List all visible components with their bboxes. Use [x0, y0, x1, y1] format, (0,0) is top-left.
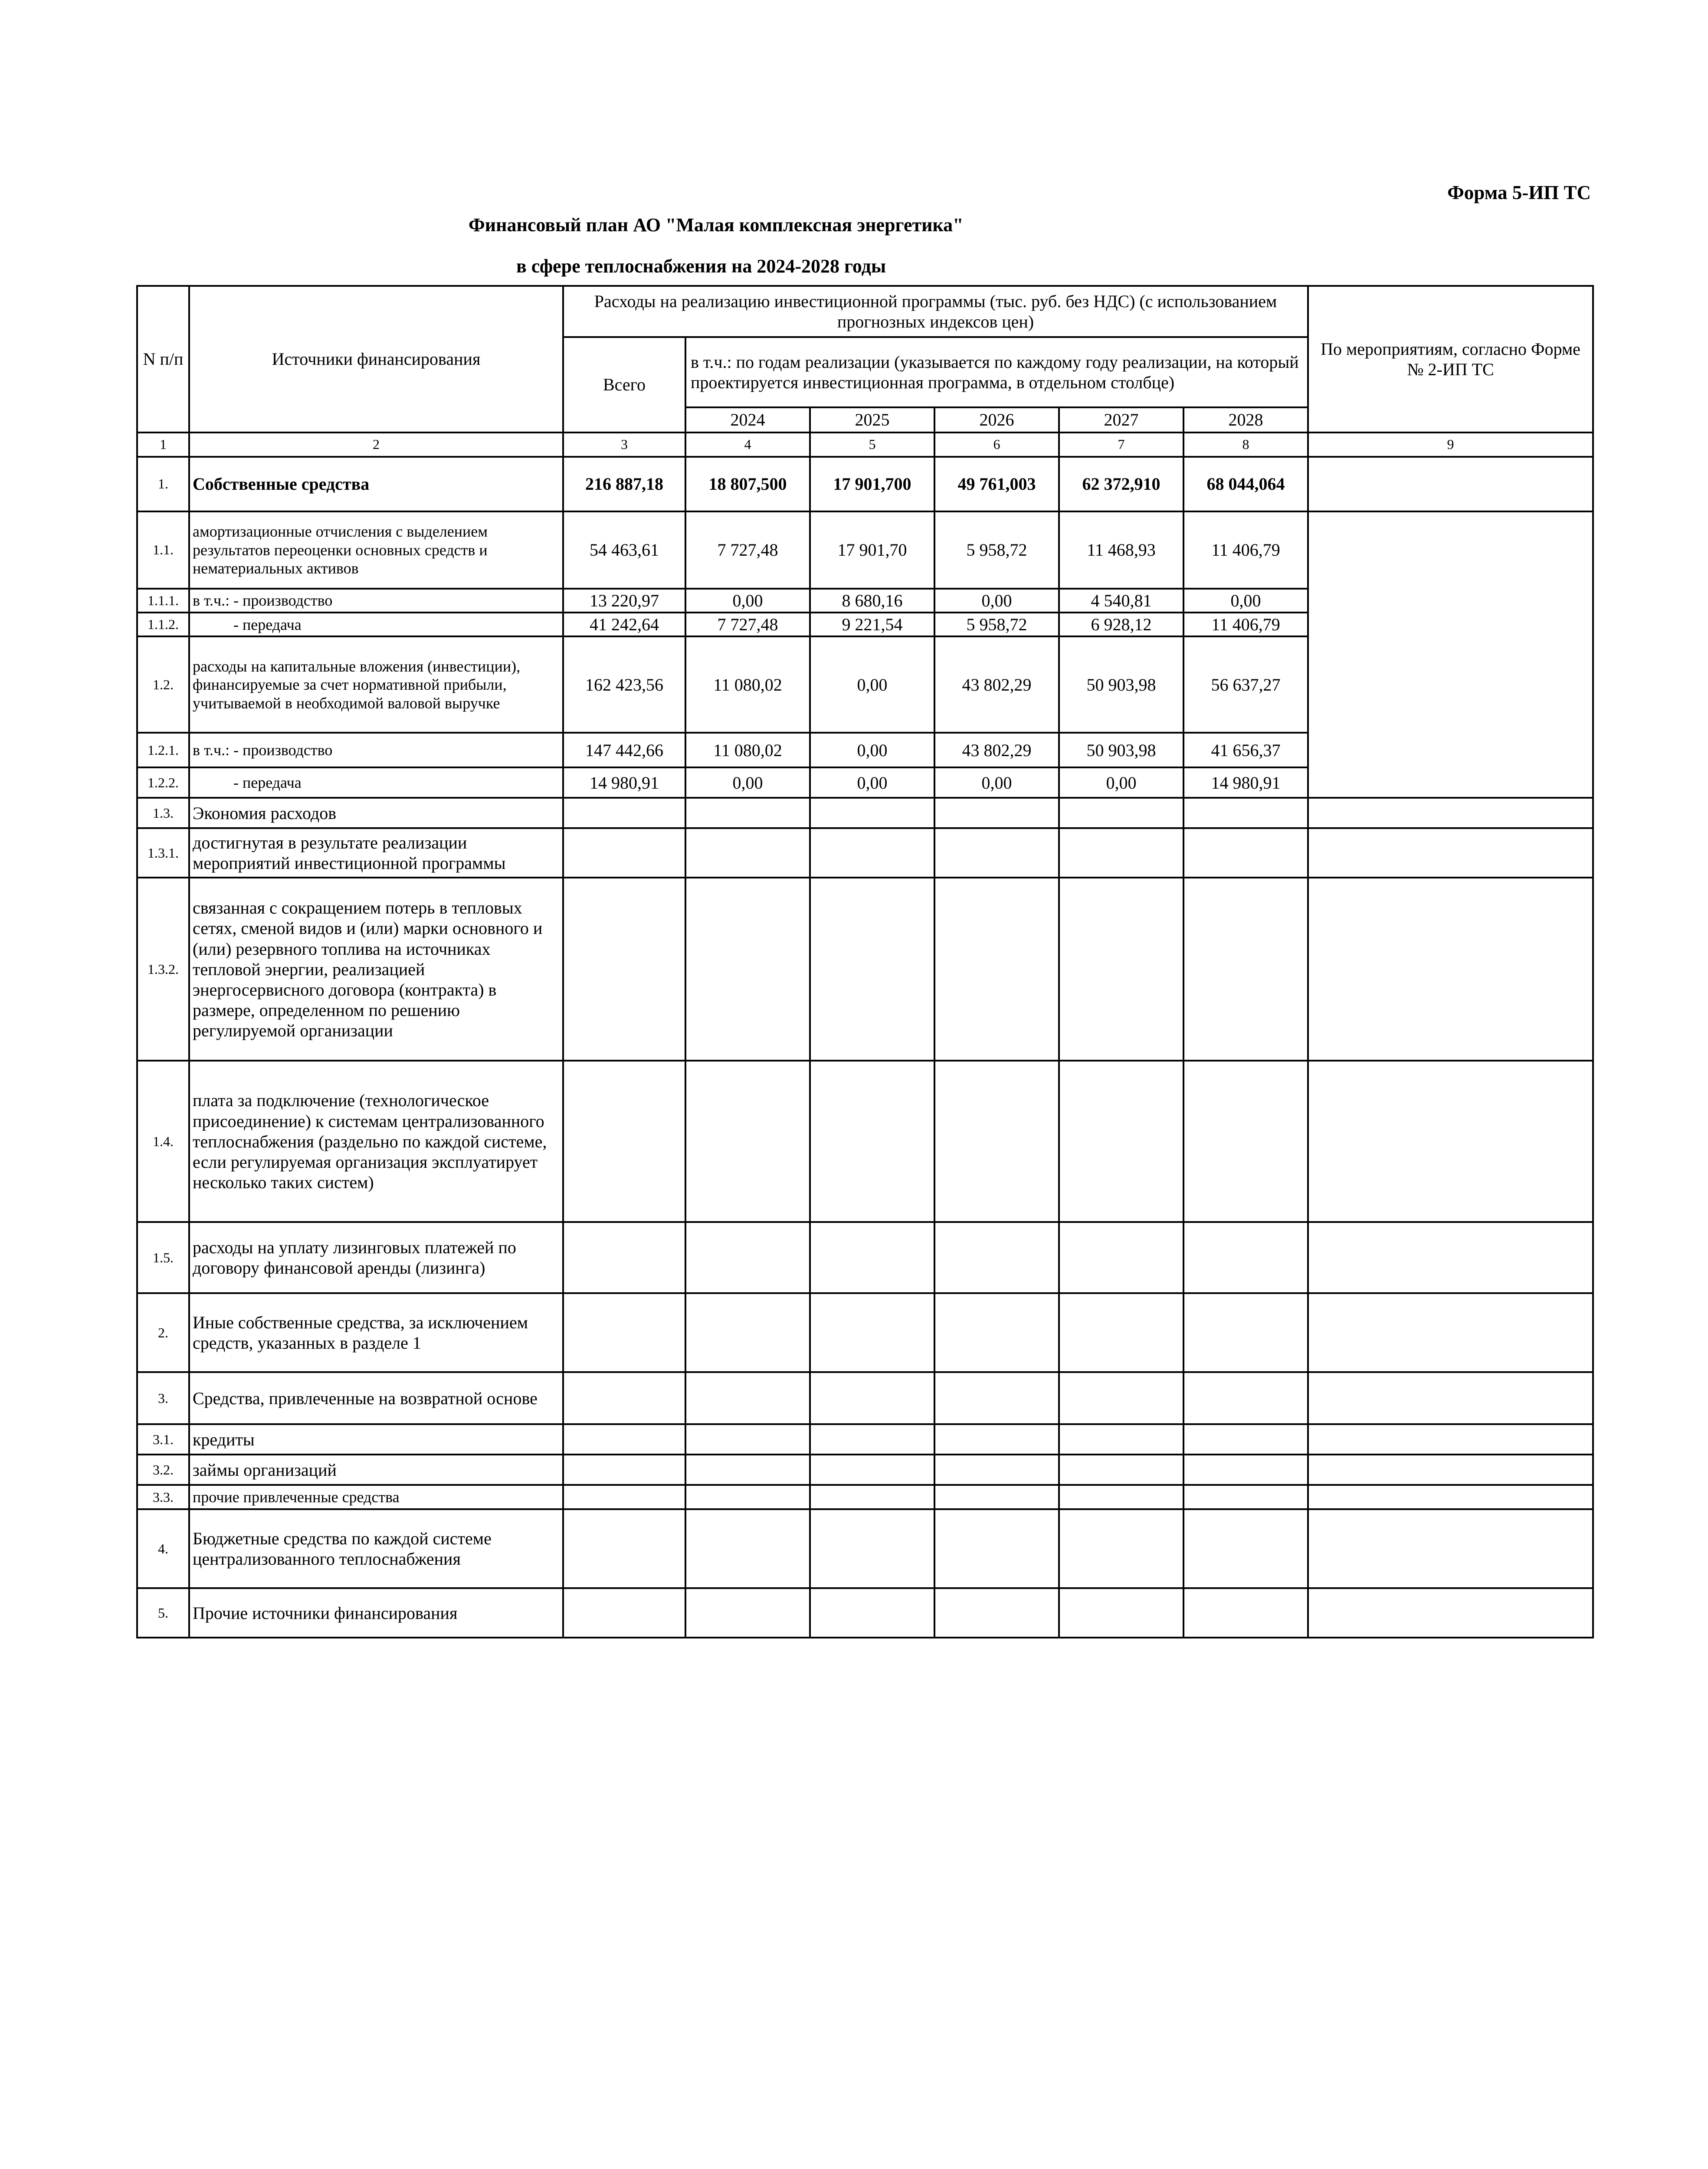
header-expenses: Расходы на реализацию инвестиционной программы (тыс. руб. без НДС) (с использованием прогнозных индексов цен): [563, 286, 1308, 337]
table-row: [137, 1455, 1593, 1485]
row-total: 162 423,56: [563, 636, 685, 733]
row-source-name: в т.ч.: - производство: [189, 589, 563, 613]
row-value: 50 903,98: [1059, 636, 1183, 733]
table-row: [137, 798, 1593, 828]
document-title: Финансовый план АО "Малая комплексная энергетика": [469, 214, 964, 236]
row-measures: [1308, 457, 1593, 511]
table-row: [137, 1424, 1593, 1455]
row-value: 49 761,003: [934, 457, 1059, 511]
header-year: 2025: [810, 407, 934, 432]
row-source-name: - передача: [189, 767, 563, 798]
row-value: 8 680,16: [810, 589, 934, 613]
row-source-name: Иные собственные средства, за исключением средств, указанных в разделе 1: [189, 1293, 563, 1372]
table-row: [137, 1509, 1593, 1588]
row-number: 1.3.1.: [137, 828, 189, 878]
row-value: 0,00: [934, 767, 1059, 798]
row-number: 1.2.2.: [137, 767, 189, 798]
row-value: 68 044,064: [1183, 457, 1308, 511]
column-number: 6: [934, 432, 1059, 457]
row-source-name: плата за подключение (технологическое присоединение) к системам централизованного теплоснабжения (раздельно по каждой системе, если регулируемая организация эксплуатирует несколько таких систем): [189, 1061, 563, 1222]
row-value: 11 406,79: [1183, 613, 1308, 636]
row-measures: [1308, 511, 1593, 798]
row-value: 14 980,91: [1183, 767, 1308, 798]
row-number: 1.4.: [137, 1061, 189, 1222]
row-value: 0,00: [685, 767, 810, 798]
row-value: 7 727,48: [685, 613, 810, 636]
row-value: 0,00: [934, 589, 1059, 613]
table-row: [137, 1061, 1593, 1222]
row-total: 14 980,91: [563, 767, 685, 798]
row-value: 11 080,02: [685, 636, 810, 733]
row-value: 0,00: [810, 636, 934, 733]
table-row: [137, 1485, 1593, 1509]
column-number: 4: [685, 432, 810, 457]
row-value: 43 802,29: [934, 733, 1059, 767]
row-value: 7 727,48: [685, 511, 810, 589]
row-value: 43 802,29: [934, 636, 1059, 733]
column-number: 8: [1183, 432, 1308, 457]
row-number: 1.: [137, 457, 189, 511]
row-number: 1.3.2.: [137, 878, 189, 1061]
row-number: 1.5.: [137, 1222, 189, 1293]
row-number: 3.3.: [137, 1485, 189, 1509]
row-total: 13 220,97: [563, 589, 685, 613]
header-total: Всего: [563, 337, 685, 432]
row-number: 1.1.2.: [137, 613, 189, 636]
row-value: 62 372,910: [1059, 457, 1183, 511]
row-source-name: прочие привлеченные средства: [189, 1485, 563, 1509]
row-value: 6 928,12: [1059, 613, 1183, 636]
row-source-name: расходы на капитальные вложения (инвестиции), финансируемые за счет нормативной прибыли, учитываемой в необходимой валовой выручке: [189, 636, 563, 733]
row-source-name: расходы на уплату лизинговых платежей по договору финансовой аренды (лизинга): [189, 1222, 563, 1293]
row-source-name: Бюджетные средства по каждой системе централизованного теплоснабжения: [189, 1509, 563, 1588]
header-year: 2026: [934, 407, 1059, 432]
row-value: 11 468,93: [1059, 511, 1183, 589]
row-number: 3.2.: [137, 1455, 189, 1485]
row-number: 1.3.: [137, 798, 189, 828]
row-source-name: амортизационные отчисления с выделением результатов переоценки основных средств и нематериальных активов: [189, 511, 563, 589]
row-value: 17 901,700: [810, 457, 934, 511]
row-number: 1.2.1.: [137, 733, 189, 767]
row-value: 5 958,72: [934, 511, 1059, 589]
row-value: 41 656,37: [1183, 733, 1308, 767]
row-value: 0,00: [1059, 767, 1183, 798]
row-value: 56 637,27: [1183, 636, 1308, 733]
table-row: [137, 457, 1593, 511]
row-number: 2.: [137, 1293, 189, 1372]
column-number: 3: [563, 432, 685, 457]
row-value: 4 540,81: [1059, 589, 1183, 613]
row-value: 50 903,98: [1059, 733, 1183, 767]
column-number: 2: [189, 432, 563, 457]
row-total: 216 887,18: [563, 457, 685, 511]
table-row: [137, 878, 1593, 1061]
row-source-name: Прочие источники финансирования: [189, 1588, 563, 1638]
row-source-name: в т.ч.: - производство: [189, 733, 563, 767]
row-source-name: Собственные средства: [189, 457, 563, 511]
financial-plan-table: [136, 285, 1594, 1638]
column-number: 5: [810, 432, 934, 457]
table-row: [137, 828, 1593, 878]
row-value: 11 406,79: [1183, 511, 1308, 589]
header-sources: Источники финансирования: [189, 286, 563, 432]
row-number: 4.: [137, 1509, 189, 1588]
row-source-name: связанная с сокращением потерь в тепловых сетях, сменой видов и (или) марки основного и (или) резервного топлива на источниках тепловой энергии, реализацией энергосервисного договора (контракта) в размере, определенном по решению регулируемой организации: [189, 878, 563, 1061]
column-number: 1: [137, 432, 189, 457]
header-year: 2027: [1059, 407, 1183, 432]
row-number: 1.2.: [137, 636, 189, 733]
row-source-name: достигнутая в результате реализации мероприятий инвестиционной программы: [189, 828, 563, 878]
column-number: 9: [1308, 432, 1593, 457]
row-value: 0,00: [810, 733, 934, 767]
row-total: 41 242,64: [563, 613, 685, 636]
row-number: 3.: [137, 1372, 189, 1424]
row-number: 3.1.: [137, 1424, 189, 1455]
row-number: 1.1.: [137, 511, 189, 589]
table-row: [137, 1588, 1593, 1638]
document-subtitle: в сфере теплоснабжения на 2024-2028 годы: [516, 256, 886, 277]
form-code: Форма 5-ИП ТС: [1447, 182, 1591, 203]
row-value: 17 901,70: [810, 511, 934, 589]
header-measures: По мероприятиям, согласно Форме № 2-ИП ТС: [1308, 286, 1593, 432]
header-n: N п/п: [137, 286, 189, 432]
table-row: [137, 511, 1593, 589]
row-number: 5.: [137, 1588, 189, 1638]
header-by-years: в т.ч.: по годам реализации (указывается по каждому году реализации, на который проектируется инвестиционная программа, в отдельном столбце): [685, 337, 1308, 407]
table-row: [137, 1293, 1593, 1372]
row-value: 5 958,72: [934, 613, 1059, 636]
row-value: 0,00: [685, 589, 810, 613]
row-source-name: Экономия расходов: [189, 798, 563, 828]
row-value: 0,00: [810, 767, 934, 798]
row-source-name: кредиты: [189, 1424, 563, 1455]
row-value: 18 807,500: [685, 457, 810, 511]
header-year: 2028: [1183, 407, 1308, 432]
column-number: 7: [1059, 432, 1183, 457]
row-value: 9 221,54: [810, 613, 934, 636]
table-row: [137, 1222, 1593, 1293]
row-value: 11 080,02: [685, 733, 810, 767]
row-total: 54 463,61: [563, 511, 685, 589]
row-source-name: - передача: [189, 613, 563, 636]
row-number: 1.1.1.: [137, 589, 189, 613]
header-year: 2024: [685, 407, 810, 432]
row-value: 0,00: [1183, 589, 1308, 613]
row-source-name: займы организаций: [189, 1455, 563, 1485]
table-row: [137, 1372, 1593, 1424]
row-total: 147 442,66: [563, 733, 685, 767]
row-source-name: Средства, привлеченные на возвратной основе: [189, 1372, 563, 1424]
